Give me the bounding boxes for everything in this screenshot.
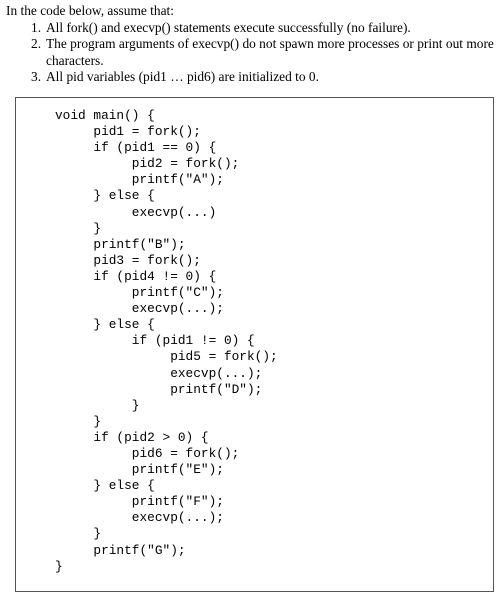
code-line: pid1 = fork(); — [55, 124, 201, 140]
code-box — [15, 97, 494, 592]
assumption-item — [6, 69, 496, 86]
code-line: printf("G"); — [55, 542, 186, 558]
code-line: printf("A"); — [55, 172, 224, 188]
code-line: printf("D"); — [55, 381, 263, 397]
code-block — [55, 108, 278, 575]
code-line: } else { — [55, 317, 155, 333]
code-line: } — [55, 397, 140, 413]
code-line: execvp(...); — [55, 301, 224, 317]
code-line: execvp(...) — [55, 204, 217, 220]
assumption-item — [6, 36, 496, 69]
code-line: } else { — [55, 478, 155, 494]
intro-lead: In the code below, assume that: — [6, 3, 174, 18]
code-line: execvp(...); — [55, 365, 263, 381]
assumption-number: 1. — [31, 19, 42, 35]
code-line: pid5 = fork(); — [55, 349, 278, 365]
code-line: pid3 = fork(); — [55, 252, 201, 268]
assumption-text: The program arguments of execvp() do not spawn more processes or print out more characters. — [46, 36, 494, 68]
code-line: if (pid2 > 0) { — [55, 429, 209, 445]
code-line: } — [55, 558, 63, 574]
assumption-number: 2. — [31, 36, 42, 51]
code-line: printf("E"); — [55, 462, 224, 478]
code-line: pid6 = fork(); — [55, 445, 240, 461]
code-line: } — [55, 220, 102, 236]
code-line: printf("C"); — [55, 285, 224, 301]
code-line: execvp(...); — [55, 510, 224, 526]
code-line: } — [55, 413, 102, 429]
code-line: pid2 = fork(); — [55, 156, 240, 172]
code-line: printf("B"); — [55, 236, 186, 252]
assumption-list — [6, 20, 496, 86]
code-line: if (pid4 != 0) { — [55, 268, 217, 284]
code-line: if (pid1 != 0) { — [55, 333, 255, 349]
assumption-number: 3. — [31, 69, 42, 84]
assumption-text: All pid variables (pid1 … pid6) are initialized to 0. — [46, 69, 319, 84]
code-line: printf("F"); — [55, 494, 224, 510]
question-intro — [6, 3, 496, 86]
code-line: void main() { — [55, 108, 155, 123]
code-line: if (pid1 == 0) { — [55, 140, 217, 156]
code-line: } — [55, 526, 102, 542]
assumption-item — [6, 20, 496, 37]
assumption-text: All fork() and execvp() statements execute successfully (no failure). — [46, 19, 411, 35]
code-line: } else { — [55, 188, 155, 204]
